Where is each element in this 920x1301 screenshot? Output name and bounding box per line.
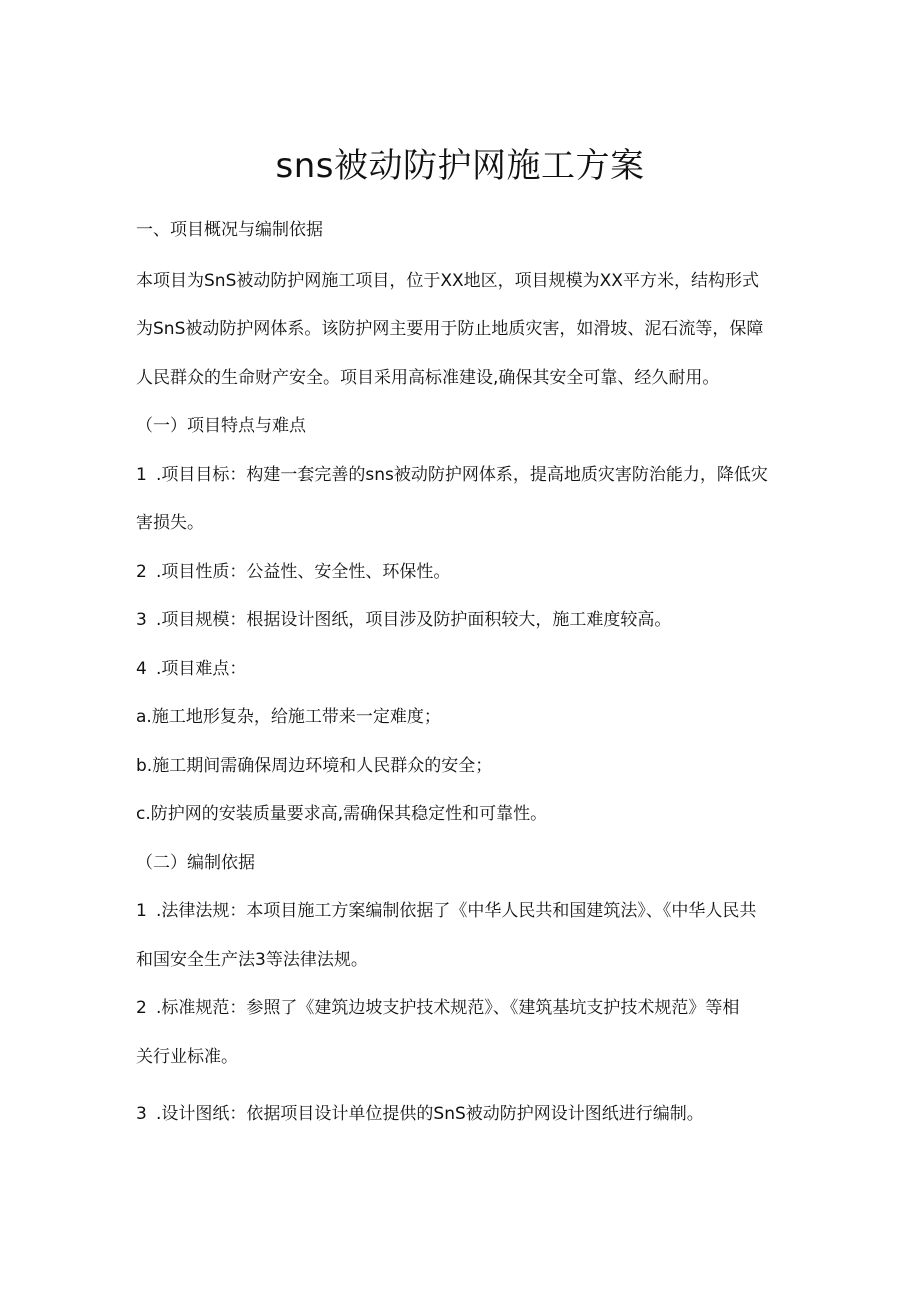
list-item	[136, 607, 671, 633]
item-number: 3	[136, 1104, 147, 1124]
item-text: .项目难点：	[156, 659, 247, 679]
intro-line: 人民群众的生命财产安全。项目采用高标准建设,确保其安全可靠、经久耐用。	[136, 368, 720, 388]
item-number: 2	[136, 998, 147, 1018]
item-text: .项目规模：根据设计图纸，项目涉及防护面积较大，施工难度较高。	[156, 610, 672, 630]
item-number: 2	[136, 562, 147, 582]
item-text: .标准规范：参照了《建筑边坡支护技术规范》、《建筑基坑支护技术规范》等相	[156, 998, 740, 1018]
item-text: .设计图纸：依据项目设计单位提供的SnS被动防护网设计图纸进行编制。	[156, 1104, 704, 1124]
difficulty-item: c.防护网的安装质量要求高,需确保其稳定性和可靠性。	[136, 804, 548, 824]
subsection-heading: （一）项目特点与难点	[136, 416, 306, 436]
list-item	[136, 1101, 704, 1127]
item-text: .项目性质：公益性、安全性、环保性。	[156, 562, 451, 582]
list-item-continuation: 关行业标准。	[136, 1047, 238, 1067]
list-item	[136, 898, 756, 924]
difficulty-item: a.施工地形复杂，给施工带来一定难度；	[136, 707, 441, 727]
difficulty-item: b.施工期间需确保周边环境和人民群众的安全；	[136, 756, 493, 776]
list-item	[136, 559, 450, 585]
intro-line: 为SnS被动防护网体系。该防护网主要用于防止地质灾害，如滑坡、泥石流等，保障	[136, 319, 764, 339]
item-text: .项目目标：构建一套完善的sns被动防护网体系，提高地质灾害防治能力，降低灾	[156, 465, 768, 485]
list-item-continuation: 害损失。	[136, 513, 204, 533]
intro-line: 本项目为SnS被动防护网施工项目，位于XX地区，项目规模为XX平方米，结构形式	[136, 271, 759, 291]
list-item	[136, 462, 768, 488]
item-number: 3	[136, 610, 147, 630]
list-item	[136, 995, 739, 1021]
item-number: 1	[136, 901, 147, 921]
subsection-heading: （二）编制依据	[136, 853, 255, 873]
item-text: .法律法规：本项目施工方案编制依据了《中华人民共和国建筑法》、《中华人民共	[156, 901, 757, 921]
list-item-continuation: 和国安全生产法3等法律法规。	[136, 950, 368, 970]
section-heading: 一、项目概况与编制依据	[136, 220, 323, 240]
document-title: sns被动防护网施工方案	[275, 146, 645, 186]
list-item	[136, 656, 246, 682]
item-number: 4	[136, 659, 147, 679]
item-number: 1	[136, 465, 147, 485]
